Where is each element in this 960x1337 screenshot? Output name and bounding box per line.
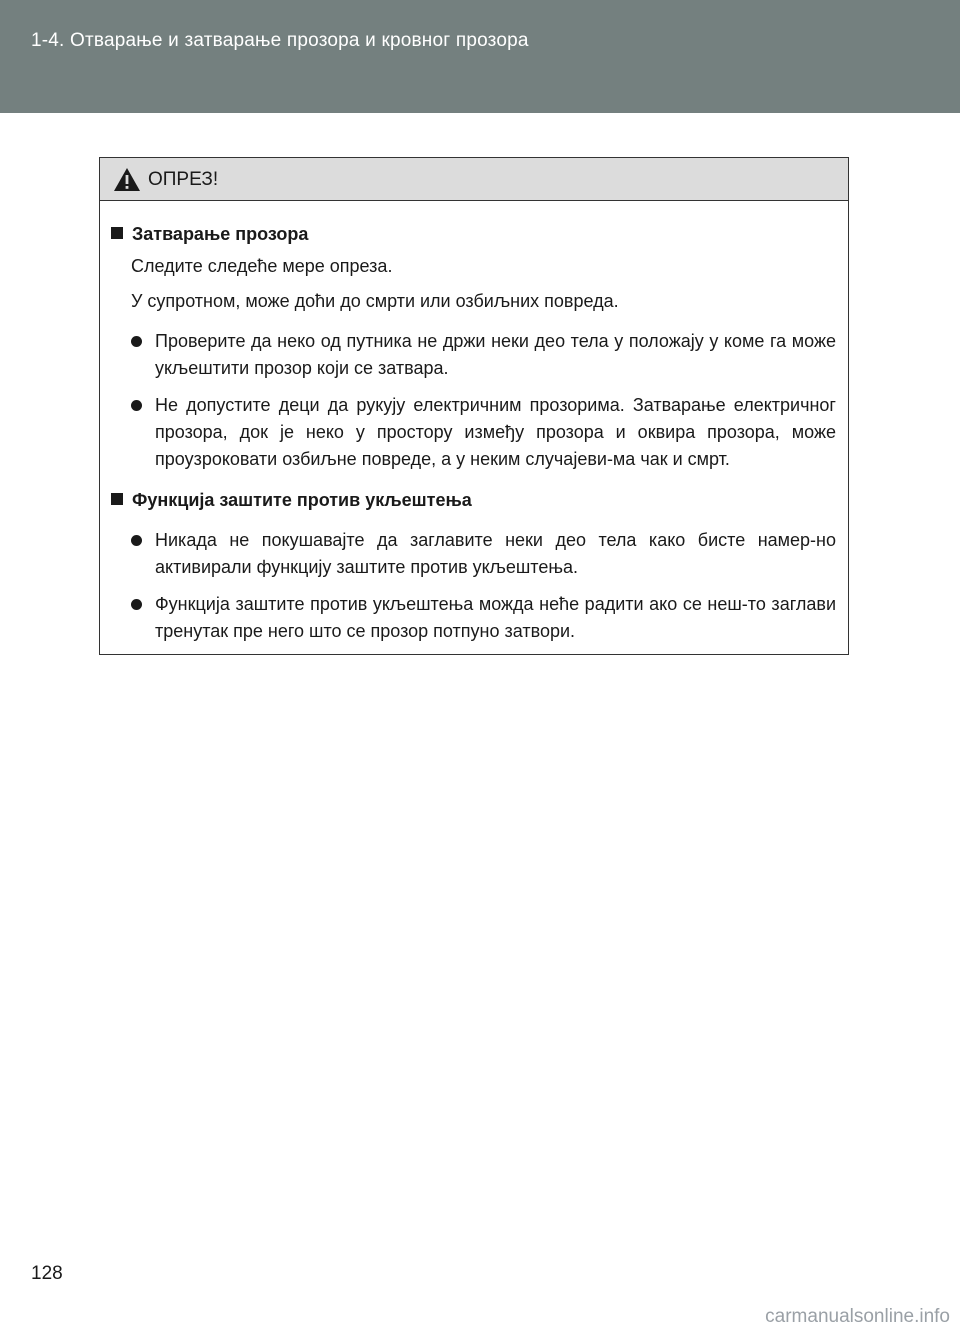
round-bullet-icon — [131, 400, 142, 411]
round-bullet-icon — [131, 599, 142, 610]
section-heading-anti-pinch — [100, 487, 848, 514]
section-heading-window-closing — [100, 221, 848, 248]
list-item — [100, 328, 848, 382]
section-title: 1-4. Отварање и затварање прозора и кровног прозора — [31, 30, 529, 51]
caution-header — [100, 158, 848, 201]
round-bullet-icon — [131, 535, 142, 546]
list-item-text: Никада не покушавајте да заглавите неки део тела како бисте намер-но активирали функцију заштите против укљештења. — [155, 530, 836, 577]
caution-box — [99, 157, 849, 655]
intro-line: Следите следеће мере опреза. — [131, 256, 393, 276]
list-item — [100, 527, 848, 581]
round-bullet-icon — [131, 336, 142, 347]
page-header — [0, 0, 960, 113]
square-bullet-icon — [111, 227, 123, 239]
page-number: 128 — [31, 1263, 63, 1284]
list-item — [100, 392, 848, 473]
watermark: carmanualsonline.info — [765, 1306, 950, 1327]
square-bullet-icon — [111, 493, 123, 505]
list-item — [100, 591, 848, 645]
caution-body — [100, 201, 848, 645]
list-item-text: Не допустите деци да рукују електричним прозорима. Затварање електричног прозора, док је неко у простору између прозора и оквира прозора, може проузроковати озбиљне повреде, а у неким случајеви-ма чак и смрт. — [155, 395, 836, 469]
warning-triangle-icon — [113, 167, 141, 192]
list-item-text: Функција заштите против укљештења можда неће радити ако се неш-то заглави тренутак пре него што се прозор потпуно затвори. — [155, 594, 836, 641]
caution-title: ОПРЕЗ! — [148, 169, 219, 190]
list-item-text: Проверите да неко од путника не држи неки део тела у положају у коме га може укљештити прозор који се затвара. — [155, 331, 836, 378]
section-heading-text: Затварање прозора — [132, 224, 309, 244]
intro-line: У супротном, може доћи до смрти или озбиљних повреда. — [131, 291, 619, 311]
section-heading-text: Функција заштите против укљештења — [132, 490, 472, 510]
